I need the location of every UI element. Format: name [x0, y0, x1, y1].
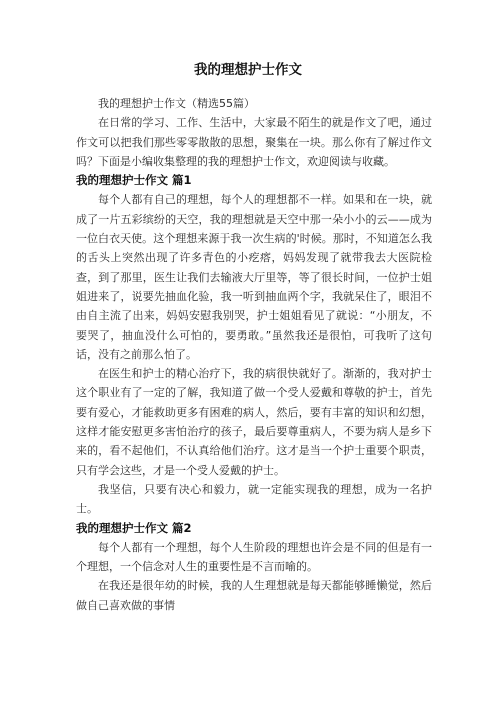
section-paragraph: 我坚信，只要有决心和毅力，就一定能实现我的理想，成为一名护士。: [76, 482, 432, 516]
section-heading: 我的理想护士作文 篇2: [76, 520, 192, 535]
section-paragraph: 在医生和护士的精心治疗下，我的病很快就好了。渐渐的，我对护士这个职业有了一定的了解，我知道了做一个受人爱戴和尊敬的护士，首先要有爱心，才能救助更多有困难的病人，然后，要有丰富的知识和幻想，这样才能安慰更多害怕治疗的孩子，最后要尊重病人，不要为病人是乡下来的，看不起他们，不认真给他们治疗。这才是当一个护士重要个职责，只有学会这些，才是一个受人爱戴的护士。: [76, 367, 432, 477]
intro-subtitle: 我的理想护士作文（精选55篇）: [98, 97, 255, 110]
section-paragraph: 每个人都有自己的理想，每个人的理想都不一样。如果和在一块，就成了一片五彩缤纷的天空，我的理想就是天空中那一朵小小的云——成为一位白衣天使。这个理想来源于我一次生病的'时候。那时，不知道怎么我的舌头上突然出现了许多青色的小疙瘩，妈妈发现了就带我去大医院检查，到了那里，医生让我们去输液大厅里等，等了很长时间，一位护士姐姐进来了，说要先抽血化验，我一听到抽血两个字，我就呆住了，眼泪不由自主流了出来，妈妈安慰我别哭，护士姐姐看见了就说：“小朋友，不要哭了，抽血没什么可怕的，要勇敢。”虽然我还是很怕，可我听了这句话，没有之前那么怕了。: [76, 193, 432, 361]
section-heading: 我的理想护士作文 篇1: [76, 173, 192, 188]
section-paragraph: 在我还是很年幼的时候，我的人生理想就是每天都能够睡懒觉，然后做自己喜欢做的事情: [76, 579, 432, 612]
intro-paragraph: 在日常的学习、工作、生活中，大家最不陌生的就是作文了吧，通过作文可以把我们那些零零散散的思想，聚集在一块。那么你有了解过作文吗？下面是小编收集整理的我的理想护士作文，欢迎阅读与收藏。: [76, 116, 432, 168]
document-title: 我的理想护士作文: [194, 62, 302, 78]
section-paragraph: 每个人都有一个理想，每个人生阶段的理想也许会是不同的但是有一个理想，一个信念对人生的重要性是不言而喻的。: [76, 540, 432, 574]
document-body: [76, 94, 432, 615]
